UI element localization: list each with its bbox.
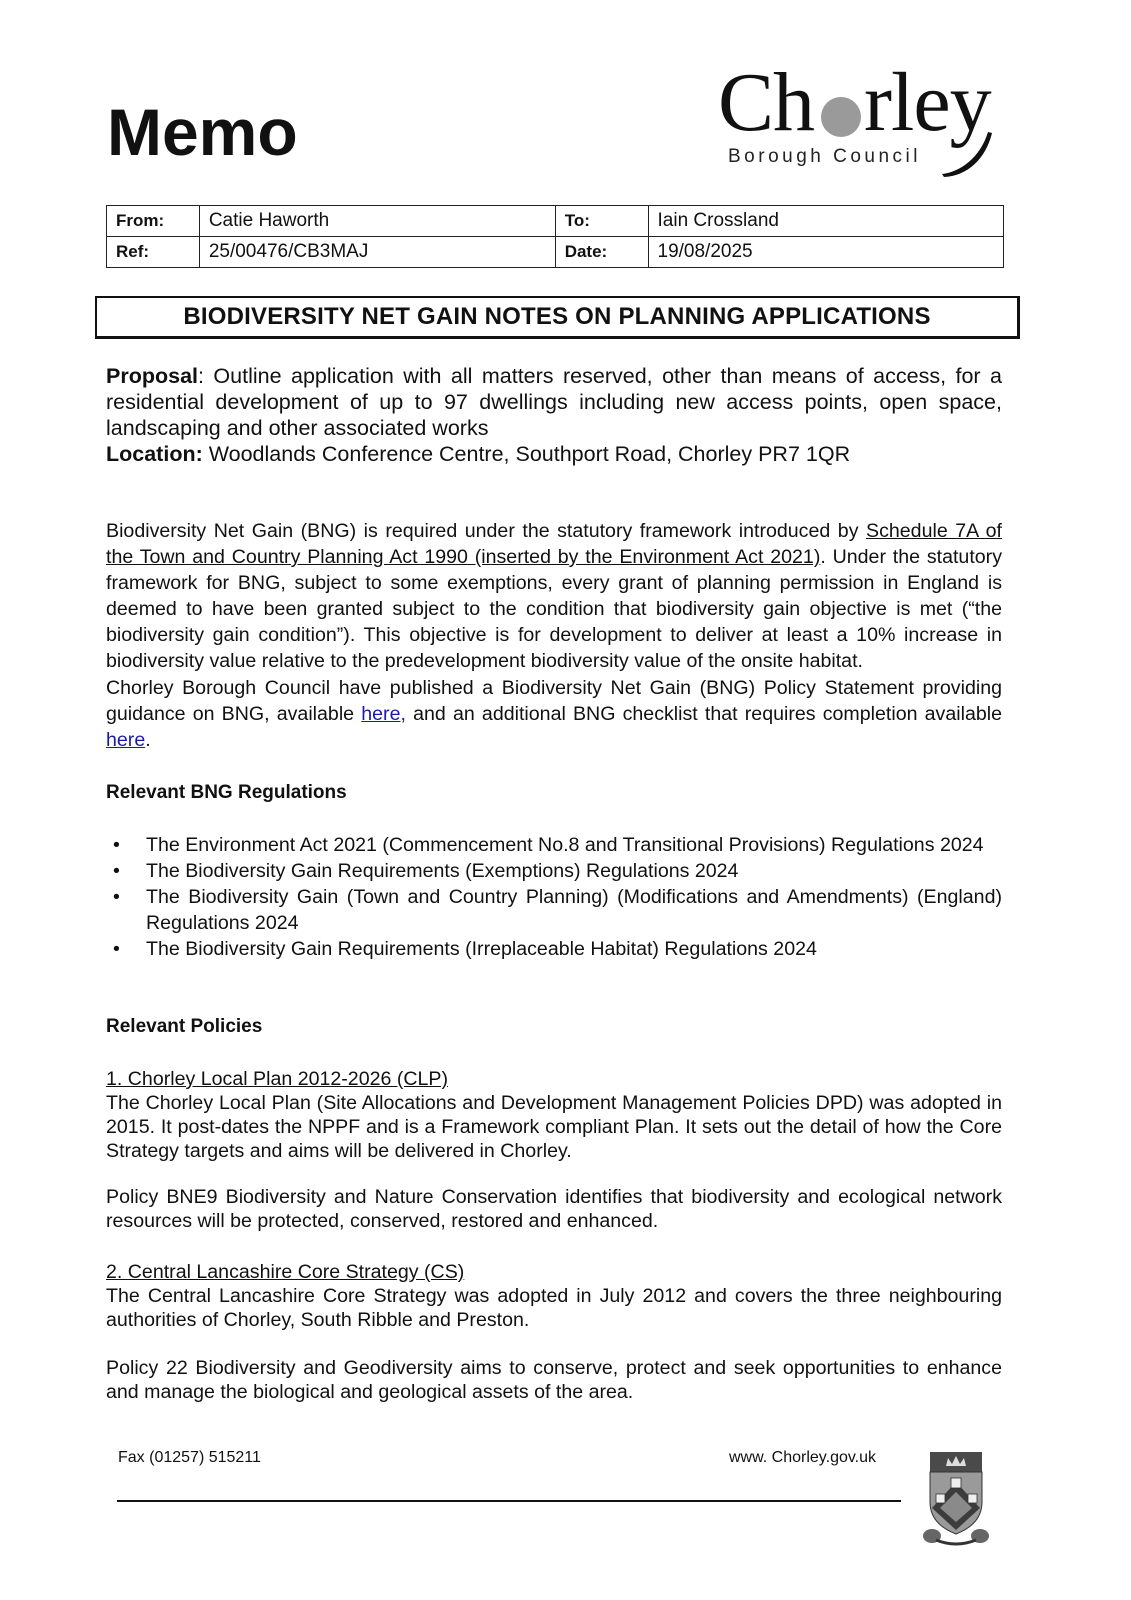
bng-intro-text-end: . Under the statutory framework for BNG, subject to some exemptions, every grant of planning permission in England is deemed to have been granted subject to the condition that biodiversity gain objective is met (“the biodiversity gain condition”). This objective is for development to deliver at least a 10% increase in biodiversity value relative to the predevelopment biodiversity value of the onsite habitat.: [106, 546, 1002, 672]
regulations-heading: Relevant BNG Regulations: [106, 782, 347, 803]
from-label: From:: [107, 206, 200, 237]
proposal-label: Proposal: [106, 364, 198, 388]
list-item: [106, 884, 1002, 936]
clp-section: [106, 1067, 1002, 1233]
regulations-section: [106, 780, 1002, 962]
date-label: Date:: [555, 237, 648, 268]
policy-statement-text-2: and an additional BNG checklist that requires completion available: [405, 703, 1002, 725]
list-item: [106, 858, 1002, 884]
clp-text: The Chorley Local Plan (Site Allocations and Development Management Policies DPD) was adopted in 2015. It post-dates the NPPF and is a Framework compliant Plan. It sets out the detail of how the Core Strategy targets and aims will be delivered in Chorley.: [106, 1092, 1002, 1162]
location-text: Woodlands Conference Centre, Southport Road, Chorley PR7 1QR: [202, 442, 851, 466]
proposal-text: : Outline application with all matters reserved, other than means of access, for a residential development of up to 97 dwellings including new access points, open space, landscaping and other associated works: [106, 364, 1002, 440]
logo-swoosh-icon: [940, 128, 1000, 178]
policy22-text: Policy 22 Biodiversity and Geodiversity aims to conserve, protect and seek opportunities to enhance and manage the biological and geological assets of the area.: [106, 1357, 1002, 1403]
footer-divider: [117, 1500, 901, 1502]
cs-section: [106, 1260, 1002, 1404]
from-value: Catie Haworth: [199, 206, 555, 237]
location-label: Location:: [106, 442, 203, 466]
document-title: BIODIVERSITY NET GAIN NOTES ON PLANNING APPLICATIONS: [183, 303, 931, 330]
proposal-section: [106, 363, 1002, 467]
memo-row-ref-date: [107, 237, 1004, 268]
memo-details-table: [106, 205, 1004, 268]
list-item: [106, 936, 1002, 962]
policy-statement-section: [106, 675, 1002, 753]
date-value: 19/08/2025: [648, 237, 1004, 268]
cs-text: The Central Lancashire Core Strategy was adopted in July 2012 and covers the three neighbouring authorities of Chorley, South Ribble and Preston.: [106, 1285, 1002, 1331]
proposal-paragraph: [106, 363, 1002, 441]
bullet-icon: •: [113, 860, 120, 882]
policies-heading: Relevant Policies: [106, 1016, 263, 1037]
policy-statement-paragraph: [106, 675, 1002, 753]
bullet-icon: •: [113, 886, 120, 908]
policy-statement-link[interactable]: here,: [361, 703, 406, 725]
ref-value: 25/00476/CB3MAJ: [199, 237, 555, 268]
to-label: To:: [555, 206, 648, 237]
regulation-text: The Biodiversity Gain Requirements (Irreplaceable Habitat) Regulations 2024: [146, 938, 817, 960]
bng-intro-section: [106, 518, 1002, 674]
clp-title: 1. Chorley Local Plan 2012-2026 (CLP): [106, 1068, 449, 1090]
footer-fax: Fax (01257) 515211: [118, 1449, 261, 1466]
memo-title: Memo: [107, 95, 298, 169]
cs-title: 2. Central Lancashire Core Strategy (CS): [106, 1261, 465, 1283]
regulation-text: The Biodiversity Gain (Town and Country Planning) (Modifications and Amendments) (England) Regulations 2024: [146, 886, 1002, 934]
footer-website: www. Chorley.gov.uk: [729, 1449, 877, 1466]
bng-intro-text-start: Biodiversity Net Gain (BNG) is required under the statutory framework introduced by: [106, 520, 867, 542]
logo-text-suffix: rley: [864, 56, 991, 149]
logo-text-prefix: Ch: [718, 56, 815, 149]
chorley-council-logo: [718, 58, 1018, 178]
regulation-text: The Environment Act 2021 (Commencement No.8 and Transitional Provisions) Regulations 2024: [146, 834, 984, 856]
logo-subtitle: Borough Council: [728, 146, 921, 167]
policies-section: [106, 1014, 1002, 1040]
bullet-icon: •: [113, 834, 120, 856]
regulations-list: [106, 832, 1002, 962]
policy-statement-text-3: .: [145, 729, 151, 751]
policy-statement-text-1: Chorley Borough Council have published a Biodiversity Net Gain (BNG) Policy Statement providing guidance on BNG, available: [106, 677, 1002, 725]
schedule-7a-reference: Schedule 7A of the Town and Country Planning Act 1990 (inserted by the Environment Act 2021): [106, 520, 1002, 568]
document-title-box: [95, 296, 1020, 339]
regulation-text: The Biodiversity Gain Requirements (Exemptions) Regulations 2024: [146, 860, 739, 882]
memo-row-from-to: [107, 206, 1004, 237]
bullet-icon: •: [113, 938, 120, 960]
list-item: [106, 832, 1002, 858]
bng-checklist-link[interactable]: here: [106, 729, 146, 751]
ref-label: Ref:: [107, 237, 200, 268]
to-value: Iain Crossland: [648, 206, 1004, 237]
bne9-text: Policy BNE9 Biodiversity and Nature Conservation identifies that biodiversity and ecological network resources will be protected, conserved, restored and enhanced.: [106, 1186, 1002, 1232]
coat-of-arms-icon: [922, 1450, 990, 1550]
bng-intro-paragraph: [106, 518, 1002, 674]
location-paragraph: [106, 441, 1002, 467]
